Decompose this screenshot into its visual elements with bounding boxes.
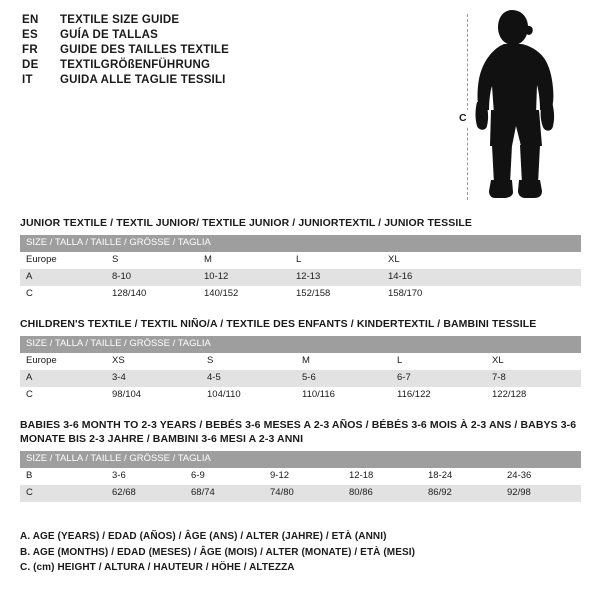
- table-row: [20, 387, 581, 404]
- section-babies: [20, 418, 581, 502]
- cell: 3-6: [106, 468, 185, 485]
- table-row: [20, 485, 581, 502]
- cell: 128/140: [106, 286, 198, 303]
- size-header-label: SIZE / TALLA / TAILLE / GRÖSSE / TAGLIA: [20, 336, 581, 353]
- row-label: A: [20, 370, 106, 387]
- cell: M: [296, 353, 391, 370]
- row-label: Europe: [20, 252, 106, 269]
- cell: 24-36: [501, 468, 581, 485]
- cell: L: [391, 353, 486, 370]
- row-label: C: [20, 485, 106, 502]
- cell: XL: [486, 353, 581, 370]
- cell: 122/128: [486, 387, 581, 404]
- row-label: C: [20, 387, 106, 404]
- cell: 7-8: [486, 370, 581, 387]
- language-code-es: ES: [22, 29, 38, 41]
- cell: 3-4: [106, 370, 201, 387]
- table-row: [20, 468, 581, 485]
- cell: 80/86: [343, 485, 422, 502]
- section-title-children: CHILDREN'S TEXTILE / TEXTIL NIÑO/A / TEXTILE DES ENFANTS / KINDERTEXTIL / BAMBINI TESSILE: [20, 318, 537, 330]
- cell: 18-24: [422, 468, 501, 485]
- figure-block: [452, 6, 592, 206]
- cell: 12-13: [290, 269, 382, 286]
- cell: 116/122: [391, 387, 486, 404]
- cell: 8-10: [106, 269, 198, 286]
- cell: 98/104: [106, 387, 201, 404]
- cell: 68/74: [185, 485, 264, 502]
- junior-size-table: [20, 235, 581, 303]
- cell: XL: [382, 252, 474, 269]
- title-en: TEXTILE SIZE GUIDE: [60, 14, 180, 26]
- section-junior: [20, 216, 581, 303]
- height-measure-line: [467, 14, 468, 200]
- language-code-fr: FR: [22, 44, 38, 56]
- babies-size-table: [20, 451, 581, 502]
- header-row: [22, 44, 422, 56]
- cell: S: [201, 353, 296, 370]
- row-label: C: [20, 286, 106, 303]
- header-row: [22, 29, 422, 41]
- title-fr: GUIDE DES TAILLES TEXTILE: [60, 44, 229, 56]
- cell: L: [290, 252, 382, 269]
- cell: [474, 286, 581, 303]
- legend-line-a: A. AGE (YEARS) / EDAD (AÑOS) / ÂGE (ANS) / ALTER (JAHRE) / ETÀ (ANNI): [20, 531, 387, 542]
- table-row: [20, 269, 581, 286]
- header-row: [22, 59, 422, 71]
- table-row: [20, 252, 581, 269]
- cell: 158/170: [382, 286, 474, 303]
- title-it: GUIDA ALLE TAGLIE TESSILI: [60, 74, 226, 86]
- cell: [474, 252, 581, 269]
- cell: XS: [106, 353, 201, 370]
- table-header-row: [20, 235, 581, 252]
- cell: 6-9: [185, 468, 264, 485]
- language-code-en: EN: [22, 14, 39, 26]
- cell: 86/92: [422, 485, 501, 502]
- title-es: GUÍA DE TALLAS: [60, 29, 158, 41]
- table-header-row: [20, 451, 581, 468]
- legend-block: [20, 529, 580, 576]
- cell: S: [106, 252, 198, 269]
- cell: 104/110: [201, 387, 296, 404]
- cell: 10-12: [198, 269, 290, 286]
- cell: 152/158: [290, 286, 382, 303]
- cell: 140/152: [198, 286, 290, 303]
- language-code-de: DE: [22, 59, 39, 71]
- cell: 4-5: [201, 370, 296, 387]
- cell: 5-6: [296, 370, 391, 387]
- cell: M: [198, 252, 290, 269]
- header-row: [22, 74, 422, 86]
- toddler-silhouette-icon: [474, 6, 584, 201]
- size-header-label: SIZE / TALLA / TAILLE / GRÖSSE / TAGLIA: [20, 235, 581, 252]
- height-measure-label: C: [459, 112, 467, 124]
- table-header-row: [20, 336, 581, 353]
- language-code-it: IT: [22, 74, 33, 86]
- table-row: [20, 370, 581, 387]
- title-de: TEXTILGRÖßENFÜHRUNG: [60, 59, 211, 71]
- cell: 92/98: [501, 485, 581, 502]
- cell: [474, 269, 581, 286]
- section-children: [20, 317, 581, 404]
- cell: 12-18: [343, 468, 422, 485]
- cell: 62/68: [106, 485, 185, 502]
- legend-line-c: C. (cm) HEIGHT / ALTURA / HAUTEUR / HÖHE / ALTEZZA: [20, 562, 295, 573]
- row-label: A: [20, 269, 106, 286]
- legend-line-b: B. AGE (MONTHS) / EDAD (MESES) / ÂGE (MOIS) / ALTER (MONATE) / ETÀ (MESI): [20, 546, 416, 558]
- cell: 110/116: [296, 387, 391, 404]
- children-size-table: [20, 336, 581, 404]
- row-label: B: [20, 468, 106, 485]
- section-title-junior: JUNIOR TEXTILE / TEXTIL JUNIOR/ TEXTILE JUNIOR / JUNIORTEXTIL / JUNIOR TESSILE: [20, 217, 472, 229]
- cell: 9-12: [264, 468, 343, 485]
- cell: 14-16: [382, 269, 474, 286]
- section-title-babies: BABIES 3-6 MONTH TO 2-3 YEARS / BEBÉS 3-6 MESES A 2-3 AÑOS / BÉBÉS 3-6 MOIS À 2-3 ANS / BABYS 3-6 MONATE BIS 2-3 JAHRE / BAMBINI 3-6 MESI A 2-3 ANNI: [20, 419, 577, 446]
- table-row: [20, 353, 581, 370]
- header-block: [22, 14, 422, 89]
- row-label: Europe: [20, 353, 106, 370]
- cell: 74/80: [264, 485, 343, 502]
- cell: 6-7: [391, 370, 486, 387]
- table-row: [20, 286, 581, 303]
- size-header-label: SIZE / TALLA / TAILLE / GRÖSSE / TAGLIA: [20, 451, 581, 468]
- header-row: [22, 14, 422, 26]
